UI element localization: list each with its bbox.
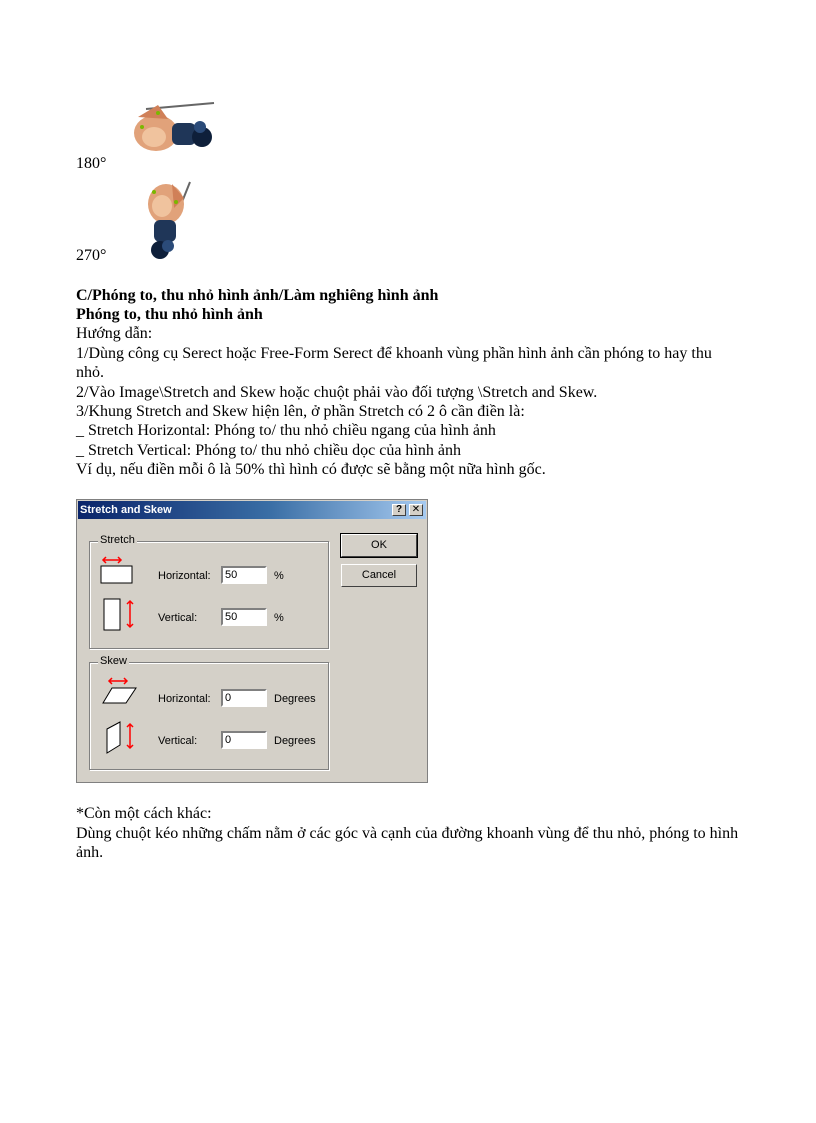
stretch-and-skew-dialog [76,499,428,783]
alternative-method-label: *Còn một cách khác: [76,805,212,822]
alternative-method-text: Dùng chuột kéo những chấm nằm ở các góc và cạnh của đường khoanh vùng để thu nhỏ, phóng to hình [76,825,739,842]
stretch-vertical-input[interactable]: 50 [221,608,267,626]
step-line: Ví dụ, nếu điền mỗi ô là 50% thì hình có được sẽ bằng một nữa hình gốc. [76,461,546,478]
stretch-group-label: Stretch [100,534,135,546]
step-line: nhỏ. [76,364,104,381]
stretch-vertical-icon [103,598,137,635]
skew-horizontal-unit: Degrees [274,693,316,705]
skew-group-label: Skew [100,655,127,667]
skew-group [89,655,329,770]
cartoon-figure-270-image [138,178,230,264]
stretch-vertical-unit: % [274,612,284,624]
stretch-horizontal-label: Horizontal: [158,570,211,582]
guide-label: Hướng dẫn: [76,325,153,342]
step-line: _ Stretch Vertical: Phóng to/ thu nhỏ chiều dọc của hình ảnh [76,442,461,459]
stretch-horizontal-input[interactable]: 50 [221,566,267,584]
skew-horizontal-icon [102,677,138,708]
ok-button[interactable]: OK [341,534,417,557]
step-line: 2/Vào Image\Stretch and Skew hoặc chuột phải vào đối tượng \Stretch and Skew. [76,384,598,401]
stretch-horizontal-icon [100,556,134,587]
skew-vertical-icon [106,721,140,758]
rotation-180-label: 180° [76,155,107,172]
skew-horizontal-input[interactable]: 0 [221,689,267,707]
help-button[interactable]: ? [392,504,406,516]
stretch-group [89,534,329,649]
step-line: _ Stretch Horizontal: Phóng to/ thu nhỏ chiều ngang của hình ảnh [76,422,496,439]
skew-horizontal-label: Horizontal: [158,693,211,705]
cartoon-figure-180-image [128,97,220,183]
step-line: 3/Khung Stretch and Skew hiện lên, ở phần Stretch có 2 ô cần điền là: [76,403,525,420]
section-heading: C/Phóng to, thu nhỏ hình ảnh/Làm nghiêng hình ảnh [76,287,439,304]
stretch-horizontal-unit: % [274,570,284,582]
skew-vertical-input[interactable]: 0 [221,731,267,749]
cancel-button[interactable]: Cancel [341,564,417,587]
close-button[interactable]: ✕ [409,504,423,516]
section-subheading: Phóng to, thu nhỏ hình ảnh [76,306,263,323]
stretch-vertical-label: Vertical: [158,612,198,624]
step-line: 1/Dùng công cụ Serect hoặc Free-Form Serect để khoanh vùng phần hình ảnh cần phóng to hay thu [76,345,712,362]
rotation-270-label: 270° [76,247,107,264]
alternative-method-text: ảnh. [76,844,104,861]
dialog-titlebar [78,501,426,519]
dialog-title: Stretch and Skew [80,504,172,516]
skew-vertical-unit: Degrees [274,735,316,747]
skew-vertical-label: Vertical: [158,735,198,747]
